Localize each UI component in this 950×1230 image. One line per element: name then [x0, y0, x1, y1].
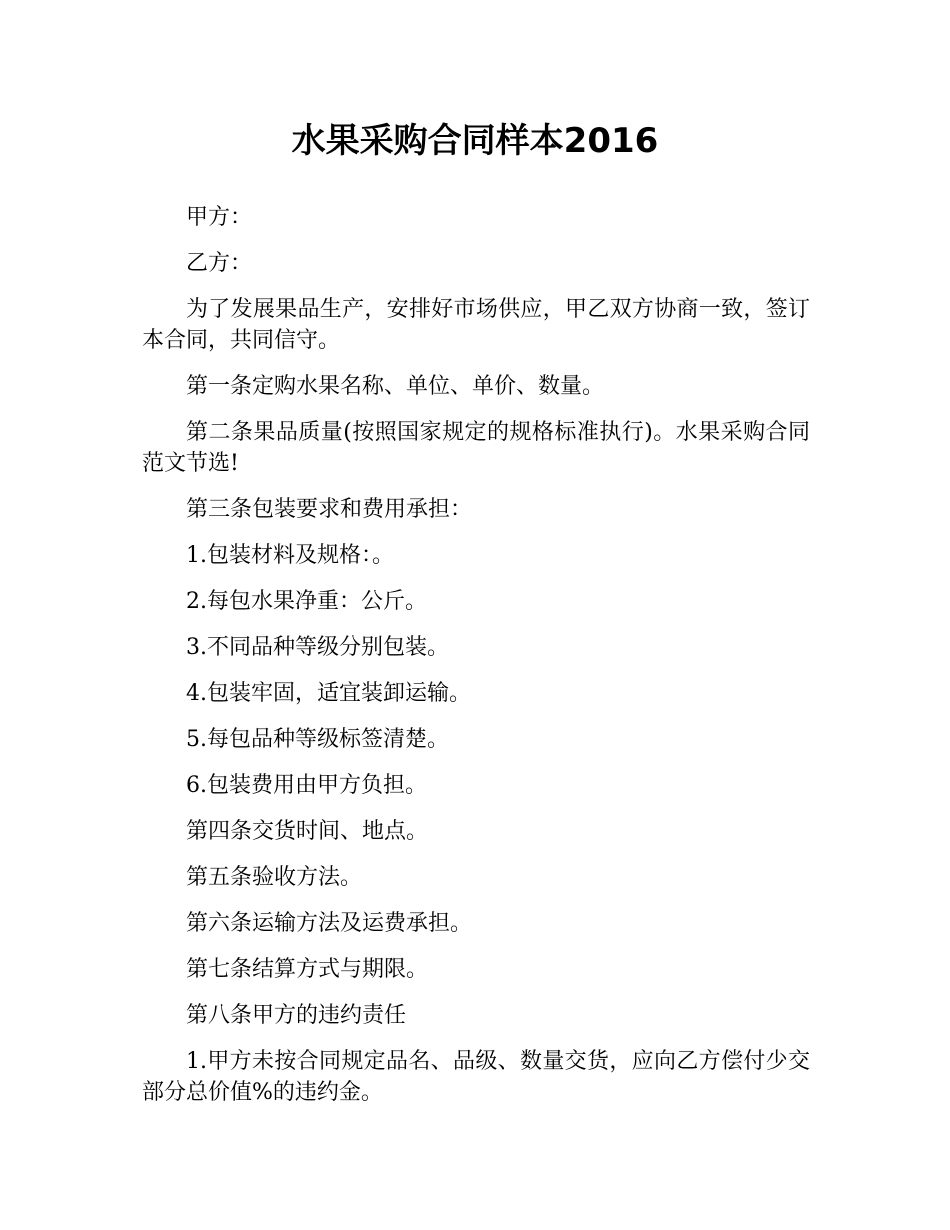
party-b-line: 乙方： [186, 251, 253, 276]
article-3-item-4: 4.包装牢固，适宜装卸运输。 [186, 681, 471, 706]
party-a-line: 甲方： [186, 205, 253, 230]
article-3-item-5: 5.每包品种等级标签清楚。 [186, 727, 449, 752]
article-2: 第二条果品质量(按照国家规定的规格标准执行)。水果采购合同范文节选! [142, 420, 810, 476]
article-3-item-1: 1.包装材料及规格：。 [186, 543, 394, 568]
article-7: 第七条结算方式与期限。 [186, 957, 429, 982]
article-3-item-6: 6.包装费用由甲方负担。 [186, 773, 427, 798]
document-body [142, 202, 810, 1123]
article-1: 第一条定购水果名称、单位、单价、数量。 [186, 374, 605, 399]
article-8-item-1: 1.甲方未按合同规定品名、品级、数量交货，应向乙方偿付少交部分总价值%的违约金。 [142, 1049, 810, 1105]
article-4: 第四条交货时间、地点。 [186, 819, 429, 844]
article-8: 第八条甲方的违约责任 [186, 1003, 407, 1028]
article-6: 第六条运输方法及运费承担。 [186, 911, 473, 936]
article-3-item-3: 3.不同品种等级分别包装。 [186, 635, 449, 660]
preamble-paragraph: 为了发展果品生产，安排好市场供应，甲乙双方协商一致，签订本合同，共同信守。 [142, 297, 810, 353]
article-3-item-2: 2.每包水果净重：公斤。 [186, 589, 427, 614]
article-3: 第三条包装要求和费用承担： [186, 497, 473, 522]
article-5: 第五条验收方法。 [186, 865, 363, 890]
document-title: 水果采购合同样本2016 [291, 121, 659, 161]
